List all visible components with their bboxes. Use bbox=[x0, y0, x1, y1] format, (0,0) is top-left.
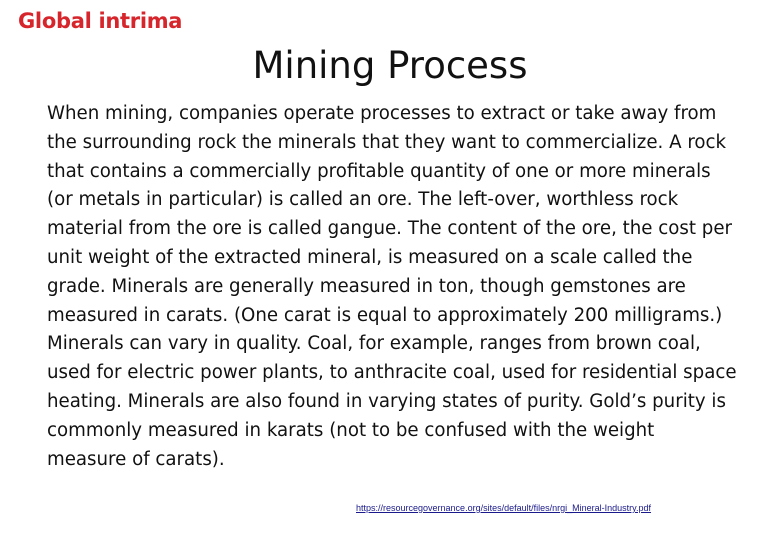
slide-body-text: When mining, companies operate processes to extract or take away from the surrounding rock the minerals that they want to commercialize. A rock that contains a commercially profitable quantity of one or more minerals (or metals in particular) is called an ore. The left-over, worthless rock material from the ore is called gangue. The content of the ore, the cost per unit weight of the extracted mineral, is measured on a scale called the grade. Minerals are generally measured in ton, though gemstones are measured in carats. (One carat is equal to approximately 200 milligrams.) Minerals can vary in quality. Coal, for example, ranges from brown coal, used for electric power plants, to anthracite coal, used for residential space heating. Minerals are also found in varying states of purity. Gold’s purity is commonly measured in karats (not to be confused with the weight measure of carats). bbox=[47, 103, 737, 470]
source-link[interactable]: https://resourcegovernance.org/sites/default/files/nrgi_Mineral-Industry.pdf bbox=[356, 503, 651, 513]
brand-logo: Global intrima bbox=[18, 9, 183, 33]
slide-title-text: Mining Process bbox=[252, 44, 528, 87]
slide-title bbox=[0, 44, 780, 88]
